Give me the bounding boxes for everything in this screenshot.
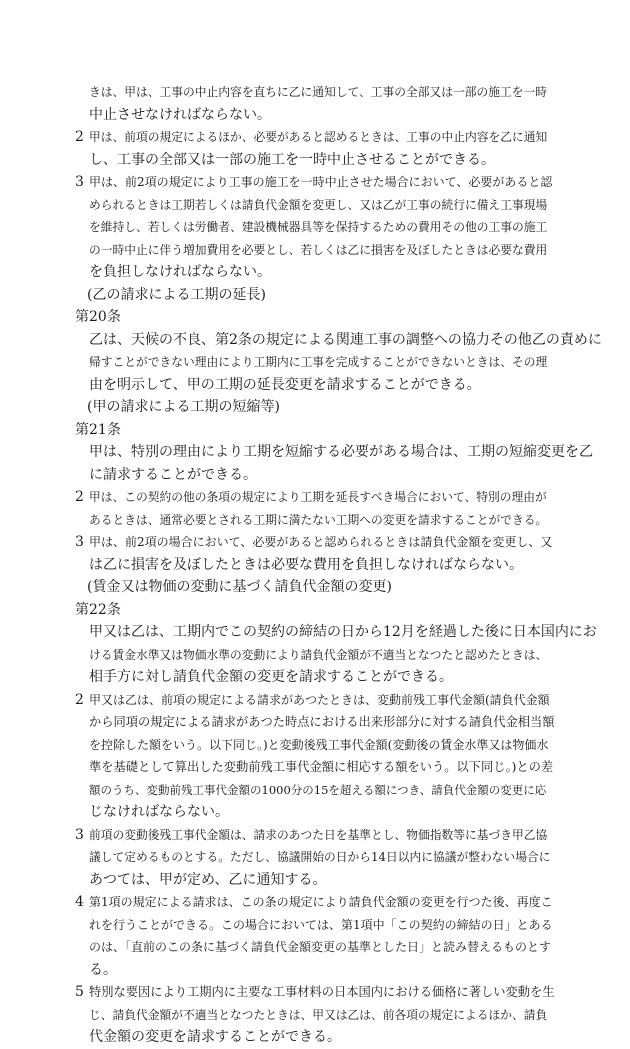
text-line: (乙の請求による工期の延長) (87, 286, 266, 303)
clause-paragraph (75, 81, 555, 126)
text-line: 特別な要因により工期内に主要な工事材料の日本国内における価格に著しい変動を生 (89, 985, 555, 999)
clause-paragraph (75, 824, 555, 892)
section-heading (75, 396, 555, 419)
text-line: 額のうち、変動前残工事代金額の1000分の15を超える額につき、請負代金額の変更に応 (89, 782, 547, 797)
article-number: 第22条 (75, 601, 121, 618)
text-line: の一時中止に伴う増加費用を必要とし、若しくは乙に損害を及ぼしたときは必要な費用 (89, 242, 548, 257)
clause-paragraph (75, 891, 555, 981)
article-paragraph (75, 419, 593, 487)
clause-number: 2 (75, 489, 84, 505)
text-line: 甲は、前項の規定によるほか、必要があると認めるときは、工事の中止内容を乙に通知 (89, 130, 548, 144)
article-number: 第20条 (75, 309, 121, 325)
text-line: 帰すことができない理由により工期内に工事を完成することができないときは、その理 (89, 355, 548, 369)
clause-paragraph (75, 531, 555, 576)
text-line: あるときは、通常必要とされる工期に満たない工期への変更を請求することができる。 (89, 512, 548, 527)
text-line: れを行うことができる。この場合においては、第1項中「この契約の締結の日」とある (89, 917, 553, 932)
contract-text (75, 81, 602, 1049)
text-line: のは、「直前のこの条に基づく請負代金額変更の基準とした日」と読み替えるものとす (89, 940, 552, 954)
text-line: 中止させなければならない。 (89, 106, 271, 123)
text-line: を控除した額をいう。以下同じ。)と変動後残工事代金額(変動後の賃金水準又は物価水 (89, 737, 549, 752)
text-line: じ、請負代金額が不適当となつたときは、甲又は乙は、前各項の規定によるほか、請負 (89, 1007, 548, 1022)
text-line: ける賃金水準又は物価水準の変動により請負代金額が不適当となつたと認めたときは、 (89, 647, 548, 662)
section-heading (75, 284, 555, 307)
text-line: あつては、甲が定め、乙に通知する。 (89, 871, 327, 888)
text-line: し、工事の全部又は一部の施工を一時中止させることができる。 (89, 151, 495, 168)
clause-number: 2 (75, 691, 84, 708)
text-line: (賃金又は物価の変動に基づく請負代金額の変更) (87, 579, 392, 595)
clause-paragraph (75, 126, 555, 171)
text-line: められるときは工期若しくは請負代金額を変更し、又は乙が工事の続行に備え工事現場 (89, 197, 548, 212)
text-line: 第1項の規定による請求は、この条の規定により請負代金額の変更を行つた後、再度こ (89, 895, 553, 909)
text-line: 相手方に対し請負代金額の変更を請求することができる。 (89, 669, 453, 685)
text-line: 代金額の変更を請求することができる。 (89, 1029, 341, 1045)
section-heading (75, 576, 555, 599)
clause-number: 3 (75, 174, 84, 190)
text-line: 甲は、この契約の他の条項の規定により工期を延長すべき場合において、特別の理由が (89, 490, 547, 504)
text-line: 準を基礎として算出した変動前残工事代金額に相応する額をいう。以下同じ。)との差 (89, 760, 554, 774)
text-line: 甲は、前2項の場合において、必要があると認められるときは請負代金額を変更し、又 (89, 535, 553, 549)
clause-paragraph (75, 171, 555, 284)
clause-number: 5 (75, 984, 84, 1000)
text-line: に請求することができる。 (89, 466, 257, 483)
text-line: 甲は、前2項の規定により工事の施工を一時中止させた場合において、必要があると認 (89, 175, 553, 189)
clause-paragraph (75, 486, 555, 531)
text-line: 甲は、特別の理由により工期を短縮する必要がある場合は、工期の短縮変更を乙 (89, 444, 593, 460)
text-line: 前項の変動後残工事代金額は、請求のあつた日を基準とし、物価指数等に基づき甲乙協 (89, 827, 548, 842)
text-line: は乙に損害を及ぼしたときは必要な費用を負担しなければならない。 (89, 556, 523, 573)
clause-paragraph (75, 689, 555, 824)
clause-number: 3 (75, 534, 84, 550)
text-line: 乙は、天候の不良、第2条の規定による関連工事の調整への協力その他乙の責めに (89, 331, 602, 348)
article-number: 第21条 (75, 421, 121, 438)
clause-paragraph (75, 981, 555, 1049)
article-paragraph (75, 306, 602, 396)
text-line: きは、甲は、工事の中止内容を直ちに乙に通知して、工事の全部又は一部の施工を一時 (89, 85, 548, 99)
text-line: 甲又は乙は、前項の規定による請求があつたときは、変動前残工事代金額(請負代金額 (89, 692, 550, 707)
text-line: から同項の規定による請求があつた時点における出来形部分に対する請負代金相当額 (89, 715, 555, 729)
text-line: (甲の請求による工期の短縮等) (87, 399, 280, 415)
clause-number: 2 (75, 129, 84, 145)
text-line: を負担しなければならない。 (89, 264, 271, 280)
text-line: じなければならない。 (89, 804, 229, 820)
text-line: 由を明示して、甲の工期の延長変更を請求することができる。 (89, 376, 481, 393)
clause-number: 4 (75, 894, 84, 910)
text-line: 議して定めるものとする。ただし、協議開始の日から14日以内に協議が整わない場合に (89, 850, 551, 864)
text-line: を維持し、若しくは労働者、建設機械器具等を保持するための費用その他の工事の施工 (89, 220, 548, 234)
text-line: 甲又は乙は、工期内でこの契約の締結の日から12月を経過した後に日本国内にお (89, 624, 597, 640)
article-paragraph (75, 599, 597, 689)
clause-number: 3 (75, 826, 84, 843)
text-line: る。 (89, 961, 117, 978)
